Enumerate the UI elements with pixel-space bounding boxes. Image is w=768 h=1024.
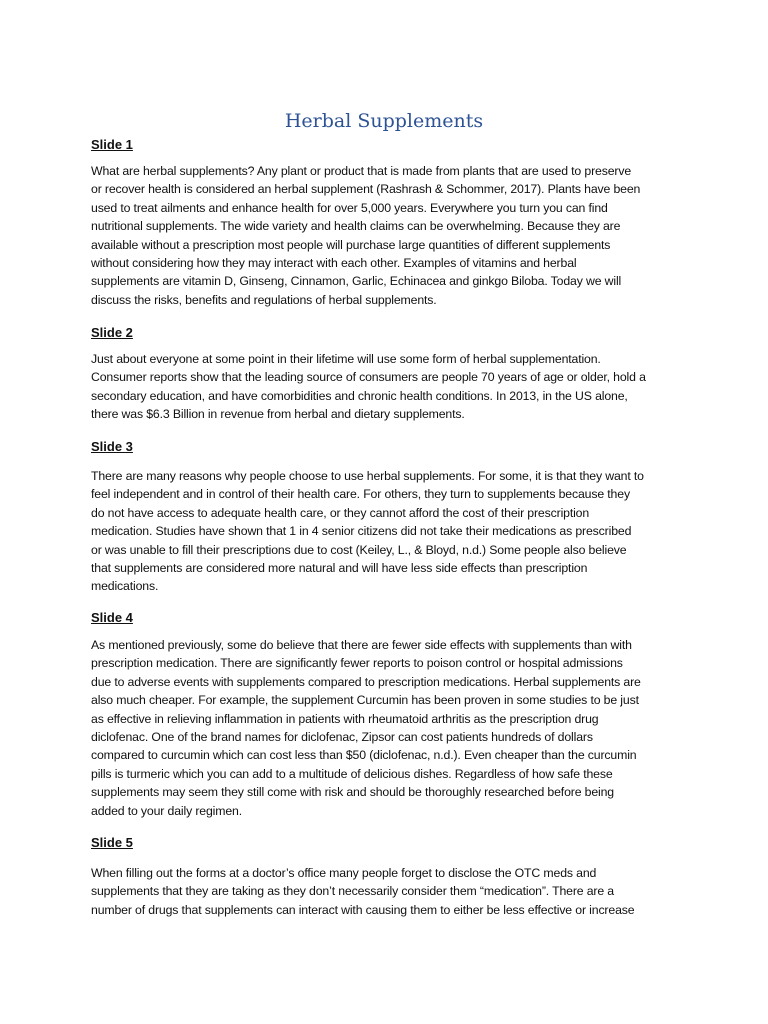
paragraph-line: secondary education, and have comorbidities and chronic health conditions. In 2013, in the US alone,	[91, 388, 628, 403]
paragraph-line: medication. Studies have shown that 1 in 4 senior citizens did not take their medications as prescribed	[91, 524, 632, 539]
paragraph-line: that supplements are considered more natural and will have less side effects than prescription	[91, 561, 588, 576]
paragraph-line: supplements that they are taking as they don’t necessarily consider them “medication”. There are a	[91, 884, 615, 899]
paragraph-line: or was unable to fill their prescriptions due to cost (Keiley, L., & Bloyd, n.d.) Some people also believe	[91, 542, 627, 557]
paragraph-line: added to your daily regimen.	[91, 803, 242, 818]
paragraph-line: discuss the risks, benefits and regulations of herbal supplements.	[91, 292, 437, 307]
paragraph-line: used to treat ailments and enhance health for over 5,000 years. Everywhere you turn you can find	[91, 200, 608, 215]
paragraph-line: When filling out the forms at a doctor’s office many people forget to disclose the OTC meds and	[91, 866, 597, 880]
paragraph-line: Consumer reports show that the leading source of consumers are people 70 years of age or older, hold a	[91, 370, 646, 385]
paragraph-line: or recover health is considered an herbal supplement (Rashrash & Schommer, 2017). Plants have been	[91, 182, 641, 197]
paragraph-line: As mentioned previously, some do believe that there are fewer side effects with supplements than with	[91, 638, 632, 652]
paragraph-line: pills is turmeric which you can add to a multitude of delicious dishes. Regardless of how safe these	[91, 766, 613, 781]
slide-2-heading: Slide 2	[91, 325, 133, 340]
slide-4-paragraph	[91, 636, 687, 820]
paragraph-line: supplements may seem they still come with risk and should be thoroughly researched before being	[91, 785, 615, 800]
paragraph-line: medications.	[91, 579, 159, 594]
paragraph-line: also much cheaper. For example, the supplement Curcumin has been proven in some studies to be just	[91, 693, 639, 708]
paragraph-line: There are many reasons why people choose to use herbal supplements. For some, it is that they want to	[91, 469, 644, 483]
paragraph-line: What are herbal supplements? Any plant or product that is made from plants that are used to preserve	[91, 164, 632, 178]
slide-4-heading: Slide 4	[91, 610, 133, 625]
paragraph-line: available without a prescription most people will purchase large quantities of different supplements	[91, 237, 611, 252]
slide-1-heading: Slide 1	[91, 137, 133, 152]
paragraph-line: do not have access to adequate health care, or they cannot afford the cost of their prescription	[91, 505, 590, 520]
paragraph-line: Just about everyone at some point in their lifetime will use some form of herbal supplementation.	[91, 352, 601, 366]
slide-5-heading: Slide 5	[91, 835, 133, 850]
paragraph-line: diclofenac. One of the brand names for diclofenac, Zipsor can cost patients hundreds of dollars	[91, 730, 593, 745]
paragraph-line: without considering how they may interact with each other. Examples of vitamins and herbal	[91, 256, 577, 271]
slide-3-paragraph	[91, 467, 687, 596]
paragraph-line: there was $6.3 Billion in revenue from herbal and dietary supplements.	[91, 407, 465, 422]
paragraph-line: feel independent and in control of their health care. For others, they turn to supplements because they	[91, 487, 630, 502]
slide-2-paragraph	[91, 350, 687, 424]
paragraph-line: as effective in relieving inflammation in patients with rheumatoid arthritis as the prescription drug	[91, 711, 599, 726]
paragraph-line: due to adverse events with supplements compared to prescription medications. Herbal supplements are	[91, 674, 641, 689]
paragraph-line: nutritional supplements. The wide variety and health claims can be overwhelming. Because they are	[91, 219, 621, 234]
slide-5-paragraph	[91, 864, 687, 919]
paragraph-line: prescription medication. There are significantly fewer reports to poison control or hospital admissions	[91, 656, 623, 671]
slide-1-paragraph	[91, 162, 687, 309]
document-title: Herbal Supplements	[284, 110, 484, 132]
paragraph-line: number of drugs that supplements can interact with causing them to either be less effective or increase	[91, 902, 635, 917]
paragraph-line: compared to curcumin which can cost less than $50 (diclofenac, n.d.). Even cheaper than the curcumin	[91, 748, 637, 763]
slide-3-heading: Slide 3	[91, 439, 133, 454]
paragraph-line: supplements are vitamin D, Ginseng, Cinnamon, Garlic, Echinacea and ginkgo Biloba. Today we will	[91, 274, 622, 289]
